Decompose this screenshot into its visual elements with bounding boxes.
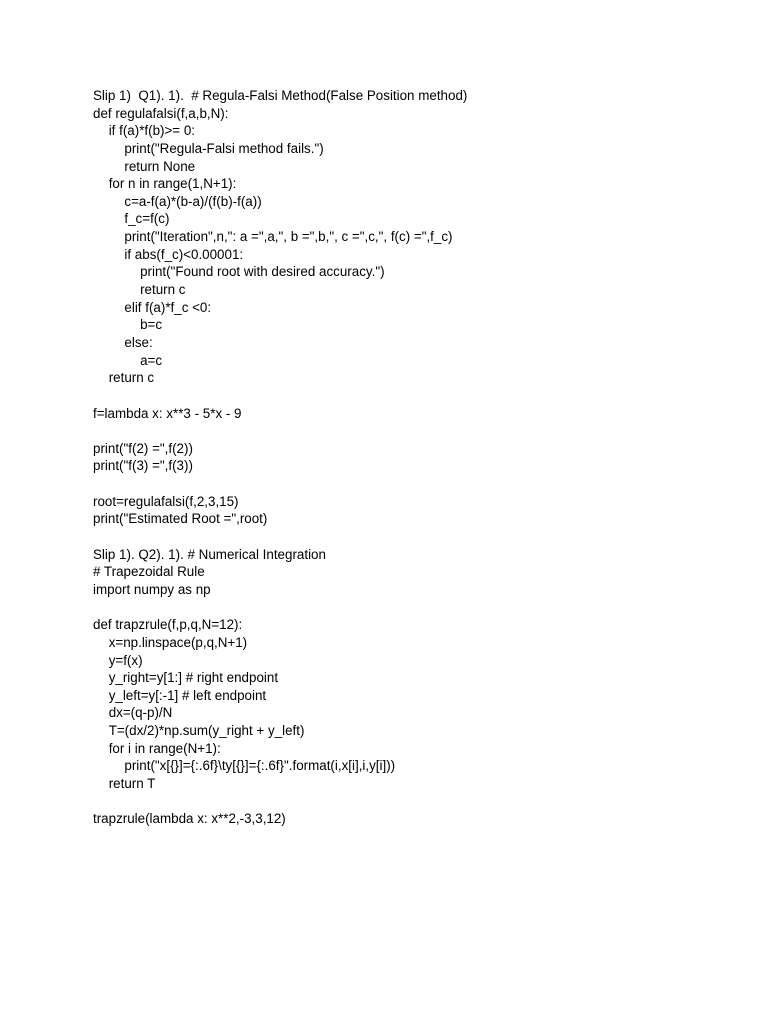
blank-line	[93, 793, 733, 811]
code-line: x=np.linspace(p,q,N+1)	[108, 634, 248, 650]
code-line: print("f(3) =",f(3))	[93, 458, 193, 474]
code-line: return c	[108, 370, 155, 386]
blank-line	[93, 387, 733, 405]
code-line: root=regulafalsi(f,2,3,15)	[93, 493, 239, 509]
code-line: f_c=f(c)	[124, 211, 170, 227]
code-line: T=(dx/2)*np.sum(y_right + y_left)	[108, 723, 305, 739]
code-line: # Trapezoidal Rule	[93, 564, 205, 580]
code-line: y=f(x)	[108, 652, 143, 668]
code-line: if f(a)*f(b)>= 0:	[108, 123, 196, 139]
code-line: c=a-f(a)*(b-a)/(f(b)-f(a))	[124, 193, 262, 209]
code-line: print("Estimated Root =",root)	[93, 511, 268, 527]
code-line: print("x[{}]={:.6f}\ty[{}]={:.6f}".format(i,x[i],i,y[i]))	[124, 758, 396, 774]
blank-line	[93, 528, 733, 546]
code-line: Slip 1). Q2). 1). # Numerical Integration	[93, 546, 326, 562]
document-body	[93, 87, 733, 828]
code-line: y_right=y[1:] # right endpoint	[108, 670, 279, 686]
code-line: print("Regula-Falsi method fails.")	[124, 140, 324, 156]
code-line: for i in range(N+1):	[108, 740, 221, 756]
code-line: def trapzrule(f,p,q,N=12):	[93, 617, 243, 633]
code-line: if abs(f_c)<0.00001:	[124, 246, 244, 262]
code-line: import numpy as np	[93, 581, 211, 597]
code-line: trapzrule(lambda x: x**2,-3,3,12)	[93, 811, 286, 827]
code-line: print("f(2) =",f(2))	[93, 440, 193, 456]
code-line: y_left=y[:-1] # left endpoint	[108, 687, 267, 703]
code-line: b=c	[140, 317, 163, 333]
code-line: elif f(a)*f_c <0:	[124, 299, 212, 315]
code-line: print("Iteration",n,": a =",a,", b =",b,", c =",c,", f(c) =",f_c)	[124, 229, 453, 245]
code-line: def regulafalsi(f,a,b,N):	[93, 105, 229, 121]
code-line: f=lambda x: x**3 - 5*x - 9	[93, 405, 242, 421]
code-line: return T	[108, 775, 156, 791]
code-line: for n in range(1,N+1):	[108, 176, 237, 192]
code-line: print("Found root with desired accuracy.")	[140, 264, 385, 280]
blank-line	[93, 475, 733, 493]
code-line: Slip 1) Q1). 1). # Regula-Falsi Method(False Position method)	[93, 88, 468, 103]
code-line: return c	[140, 282, 186, 298]
code-line: a=c	[140, 352, 163, 368]
code-line: dx=(q-p)/N	[108, 705, 173, 721]
code-line: else:	[124, 334, 153, 350]
blank-line	[93, 422, 733, 440]
code-line: return None	[124, 158, 196, 174]
blank-line	[93, 599, 733, 617]
